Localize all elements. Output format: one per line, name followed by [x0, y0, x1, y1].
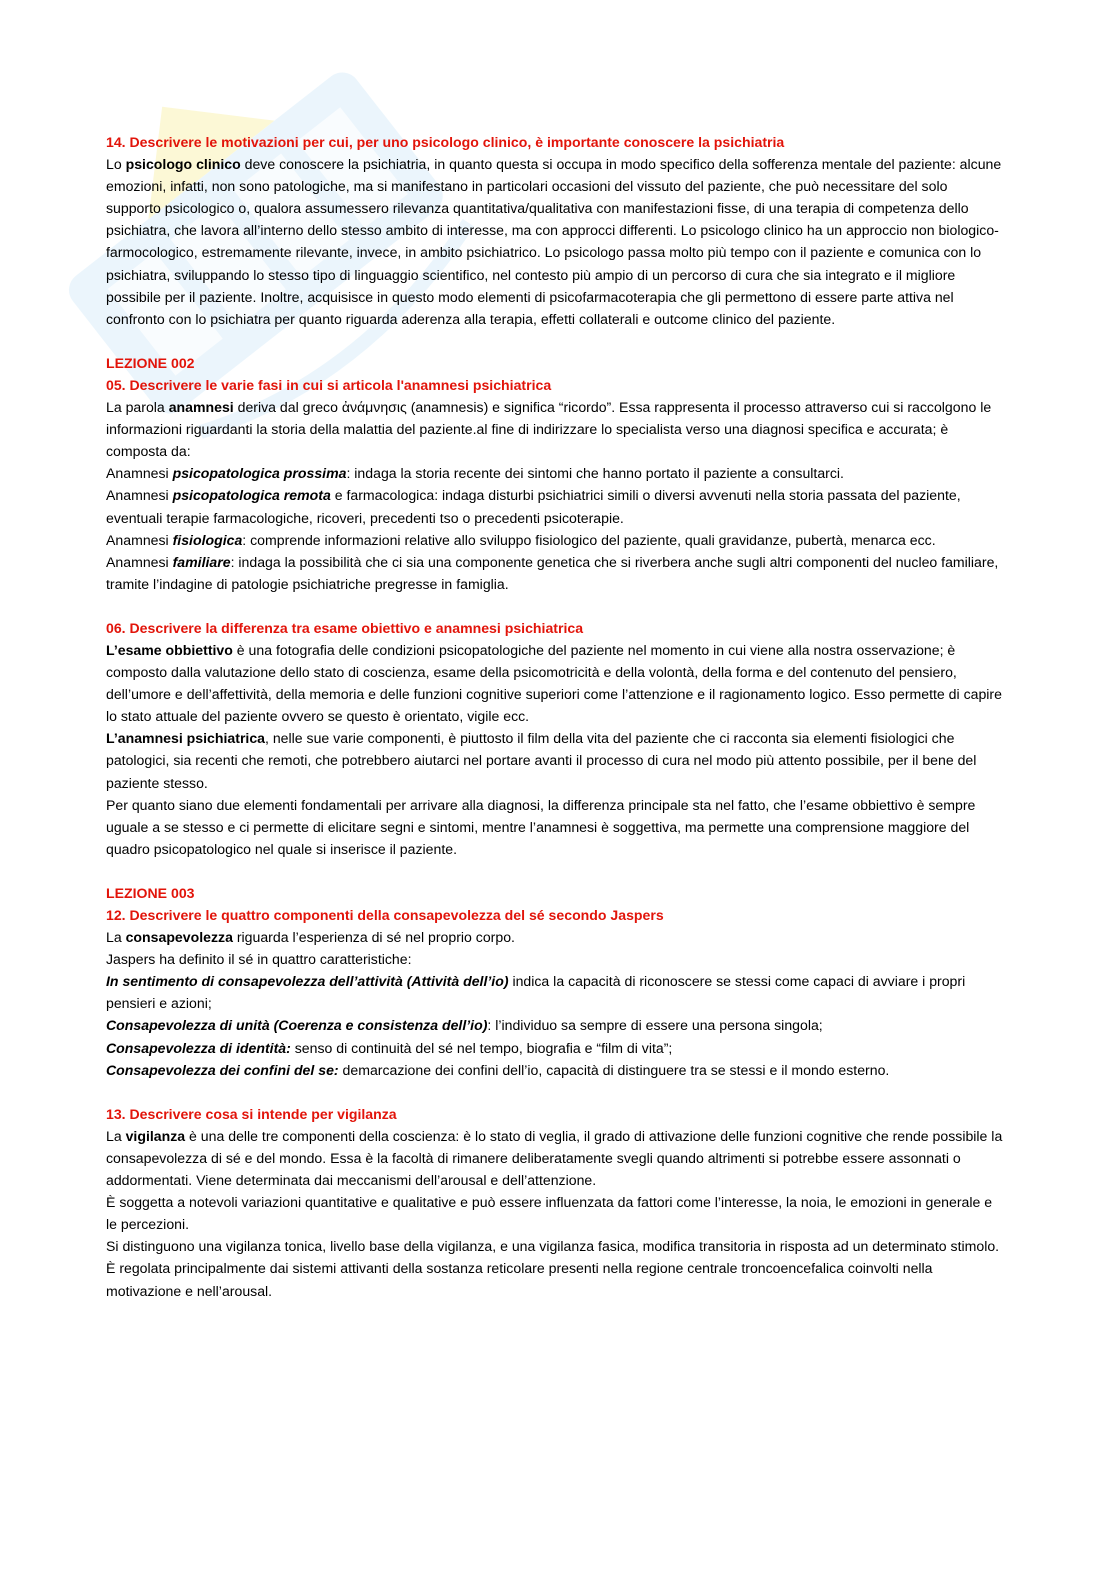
differenza-paragraph: Per quanto siano due elementi fondamentali per arrivare alla diagnosi, la differenza principale sta nel fatto, che l’esame obbiettivo è sempre uguale a se stesso e ci permette di elicitare segni e sintomi, mentre l’anamnesi è soggettiva, ma permette una comprensione maggiore del quadro psicopatologico nel quale si inserisce il paziente.	[106, 796, 976, 857]
jaspers-item-unita: Consapevolezza di unità (Coerenza e consistenza dell’io): l’individuo sa sempre di essere una persona singola;	[106, 1017, 823, 1034]
vigilanza-paragraph-1: La vigilanza è una delle tre componenti della coscienza: è lo stato di veglia, il grado di attivazione delle funzioni cognitive che rende possibile la consapevolezza di sé e del mondo. Essa è la facoltà di rimanere deliberatamente svegli quando altrimenti si potrebbe essere assonnati o addormentati. Viene determinata dai meccanismi dell’arousal e dell’attenzione.	[106, 1127, 1003, 1189]
question-13-title: 13. Descrivere cosa si intende per vigilanza	[106, 1105, 397, 1122]
document-body	[106, 131, 1006, 1302]
vigilanza-paragraph-3: Si distinguono una vigilanza tonica, livello base della vigilanza, e una vigilanza fasica, modifica transitoria in risposta ad un determinato stimolo.	[106, 1238, 1000, 1255]
anamnesi-fisiologica-item: Anamnesi fisiologica: comprende informazioni relative allo sviluppo fisiologico del paziente, quali gravidanze, pubertà, menarca ecc.	[106, 531, 936, 548]
question-05-title: 05. Descrivere le varie fasi in cui si articola l'anamnesi psichiatrica	[106, 376, 552, 393]
jaspers-item-confini: Consapevolezza dei confini del se: demarcazione dei confini dell’io, capacità di distinguere tra se stessi e il mondo esterno.	[106, 1061, 890, 1078]
question-05-intro: La parola anamnesi deriva dal greco ἀνάμνησις (anamnesis) e significa “ricordo”. Essa rappresenta il processo attraverso cui si raccolgono le informazioni riguardanti la storia della malattia del paziente.al fine di indirizzare lo specialista verso una diagnosi specifica e accurata; è composta da:	[106, 399, 992, 460]
question-06-title: 06. Descrivere la differenza tra esame obiettivo e anamnesi psichiatrica	[106, 619, 584, 636]
anamnesi-prossima-item: Anamnesi psicopatologica prossima: indaga la storia recente dei sintomi che hanno portato il paziente a consultarci.	[106, 465, 844, 482]
lesson-002-heading: LEZIONE 002	[106, 354, 195, 371]
question-12-title: 12. Descrivere le quattro componenti della consapevolezza del sé secondo Jaspers	[106, 907, 664, 923]
anamnesi-psichiatrica-paragraph: L’anamnesi psichiatrica, nelle sue varie componenti, è piuttosto il film della vita del paziente che ci racconta sia elementi fisiologici che patologici, sia recenti che remoti, che potrebbero aiutarci nel portare avanti il processo di cura nel modo più attento possibile, per il bene del paziente stesso.	[106, 730, 977, 791]
anamnesi-familiare-item: Anamnesi familiare: indaga la possibilità che ci sia una componente genetica che si riverbera anche sugli altri componenti del nucleo familiare, tramite l’indagine di patologie psichiatriche pregresse in famiglia.	[106, 553, 999, 592]
jaspers-intro: Jaspers ha definito il sé in quattro caratteristiche:	[106, 951, 412, 968]
question-14-answer: Lo psicologo clinico deve conoscere la psichiatria, in quanto questa si occupa in modo specifico della sofferenza mentale del paziente: alcune emozioni, infatti, non sono patologiche, ma si manifestano in particolari occasioni del vissuto del paziente, che può necessitare del solo supporto psicologico o, qualora assumessero rilevanza quantitativa/qualitativa con manifestazioni fisse, di una terapia di competenza dello psichiatra, che lavora all’interno dello stesso ambito di interesse, ma con approcci differenti. Lo psicologo clinico ha un approccio non biologico-farmocologico, estremamente rilevante, invece, in ambito psichiatrico. Lo psicologo passa molto più tempo con il paziente e comunica con lo psichiatra, sviluppando lo stesso tipo di linguaggio scientifico, nel contesto più ampio di un percorso di cura che sia integrato e il migliore possibile per il paziente. Inoltre, acquisisce in questo modo elementi di psicofarmacoterapia che gli permettono di essere parte attiva nel confronto con lo psichiatra per quanto riguarda aderenza alla terapia, effetti collaterali e outcome clinico del paziente.	[106, 156, 1002, 327]
question-14-title: 14. Descrivere le motivazioni per cui, per uno psicologo clinico, è importante conoscere la psichiatria	[106, 134, 785, 150]
jaspers-item-attivita: In sentimento di consapevolezza dell’attività (Attività dell’io) indica la capacità di riconoscere se stessi come capaci di avviare i propri pensieri e azioni;	[106, 973, 966, 1012]
lesson-003-heading: LEZIONE 003	[106, 884, 195, 901]
vigilanza-paragraph-2: È soggetta a notevoli variazioni quantitative e qualitative e può essere influenzata da fattori come l’interesse, la noia, le emozioni in generale e le percezioni.	[106, 1194, 993, 1233]
esame-obbiettivo-paragraph: L’esame obbiettivo è una fotografia delle condizioni psicopatologiche del paziente nel momento in cui viene alla nostra osservazione; è composto dalla valutazione dello stato di coscienza, esame della psicomotricità e della volontà, della forma e del contenuto del pensiero, dell’umore e dell’affettività, della memoria e delle funzioni cognitive superiori come l’attenzione e il ragionamento logico. Esso permette di capire lo stato attuale del paziente ovvero se questo è orientato, vigile ecc.	[106, 641, 1002, 725]
anamnesi-remota-item: Anamnesi psicopatologica remota e farmacologica: indaga disturbi psichiatrici simili o diversi avvenuti nella storia passata del paziente, eventuali terapie farmacologiche, ricoveri, precedenti tso o precedenti psicoterapie.	[106, 487, 961, 526]
vigilanza-paragraph-4: È regolata principalmente dai sistemi attivanti della sostanza reticolare presenti nella regione centrale troncoencefalica coinvolti nella motivazione e nell’arousal.	[106, 1260, 933, 1299]
consapevolezza-paragraph: La consapevolezza riguarda l’esperienza di sé nel proprio corpo.	[106, 929, 515, 946]
jaspers-item-identita: Consapevolezza di identità: senso di continuità del sé nel tempo, biografia e “film di vita”;	[106, 1039, 673, 1056]
